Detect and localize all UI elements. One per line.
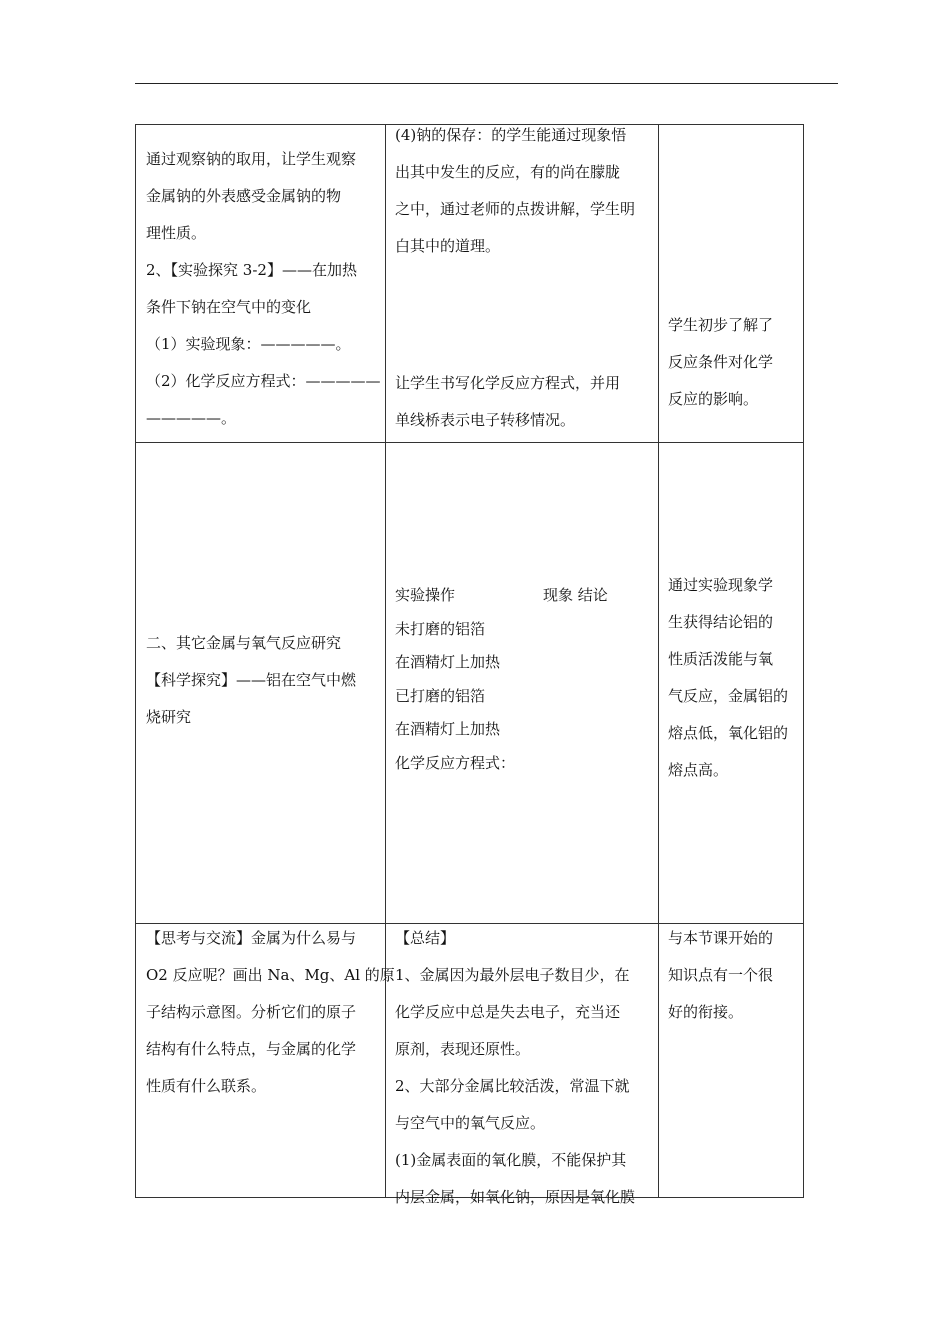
text-line: 条件下钠在空气中的变化 <box>146 298 312 316</box>
text-line: 熔点高。 <box>668 761 729 779</box>
text-line: 之中，通过老师的点拨讲解，学生明 <box>395 200 636 218</box>
text-line: 学生初步了解了 <box>668 316 774 334</box>
row3-intent-cell <box>668 920 798 1031</box>
text-line: 化学反应方程式： <box>395 753 516 772</box>
text-line: —————。 <box>146 409 237 427</box>
text-line: 与本节课开始的 <box>668 929 774 947</box>
text-line: O2 反应呢？画出 Na、Mg、Al 的原 <box>146 966 395 984</box>
text-line: 已打磨的铝箔 <box>395 686 486 705</box>
text-line: 性质有什么联系。 <box>146 1077 267 1095</box>
text-line: 结构有什么特点，与金属的化学 <box>146 1040 357 1058</box>
text-line: 子结构示意图。分析它们的原子 <box>146 1003 357 1021</box>
text-line: 通过实验现象学 <box>668 576 774 594</box>
row2-student-cell <box>395 579 661 780</box>
row1-student-cell-bottom <box>395 365 661 439</box>
header-result: 现象 结论 <box>543 586 608 604</box>
text-line: 理性质。 <box>146 224 207 242</box>
text-line: （2）化学反应方程式：————— <box>146 372 381 390</box>
text-line: 性质活泼能与氧 <box>668 650 774 668</box>
text-line: （1）实验现象：—————。 <box>146 335 351 353</box>
experiment-header <box>395 579 661 613</box>
text-line: 气反应，金属铝的 <box>668 687 789 705</box>
text-line: 2、大部分金属比较活泼，常温下就 <box>395 1077 630 1095</box>
text-line: 原剂，表现还原性。 <box>395 1040 531 1058</box>
row1-student-cell-top <box>395 117 661 265</box>
text-line: 2、【实验探究 3-2】——在加热 <box>146 261 357 279</box>
row-divider <box>136 442 803 443</box>
row2-intent-cell <box>668 567 798 789</box>
header-rule <box>135 83 838 84</box>
text-line: 让学生书写化学反应方程式，并用 <box>395 374 621 392</box>
text-line: 二、其它金属与氧气反应研究 <box>146 634 342 652</box>
text-line: 在酒精灯上加热 <box>395 653 501 671</box>
row3-activity-cell <box>146 920 395 1105</box>
summary-heading: 【总结】 <box>395 929 456 947</box>
text-line: 未打磨的铝箔 <box>395 619 486 638</box>
text-line: 【思考与交流】金属为什么易与 <box>146 929 357 947</box>
text-line: 生获得结论铝的 <box>668 613 774 631</box>
text-line: (1)金属表面的氧化膜，不能保护其 <box>395 1151 627 1169</box>
text-line: 反应的影响。 <box>668 390 759 408</box>
column-divider <box>385 125 386 1197</box>
text-line: 烧研究 <box>146 708 192 726</box>
row3-student-cell <box>395 920 661 1216</box>
text-line: 在酒精灯上加热 <box>395 720 501 738</box>
text-line: 与空气中的氧气反应。 <box>395 1114 546 1132</box>
row1-intent-cell <box>668 307 798 418</box>
lesson-table <box>135 124 804 1206</box>
text-line: 好的衔接。 <box>668 1003 744 1021</box>
text-line: 通过观察钠的取用，让学生观察 <box>146 150 357 168</box>
text-line: (4)钠的保存：的学生能通过现象悟 <box>395 126 627 144</box>
text-line: 知识点有一个很 <box>668 966 774 984</box>
text-line: 内层金属，如氧化钠，原因是氧化膜 <box>395 1188 636 1206</box>
text-line: 出其中发生的反应，有的尚在朦胧 <box>395 163 621 181</box>
text-line: 1、金属因为最外层电子数目少，在 <box>395 966 630 984</box>
text-line: 【科学探究】——铝在空气中燃 <box>146 671 357 689</box>
text-line: 金属钠的外表感受金属钠的物 <box>146 187 342 205</box>
text-line: 白其中的道理。 <box>395 237 501 255</box>
row1-activity-cell <box>146 141 382 437</box>
text-line: 反应条件对化学 <box>668 353 774 371</box>
text-line: 熔点低，氧化铝的 <box>668 724 789 742</box>
text-line: 化学反应中总是失去电子，充当还 <box>395 1003 621 1021</box>
text-line: 单线桥表示电子转移情况。 <box>395 411 576 429</box>
header-operation: 实验操作 <box>395 586 456 604</box>
row2-activity-cell <box>146 625 382 736</box>
